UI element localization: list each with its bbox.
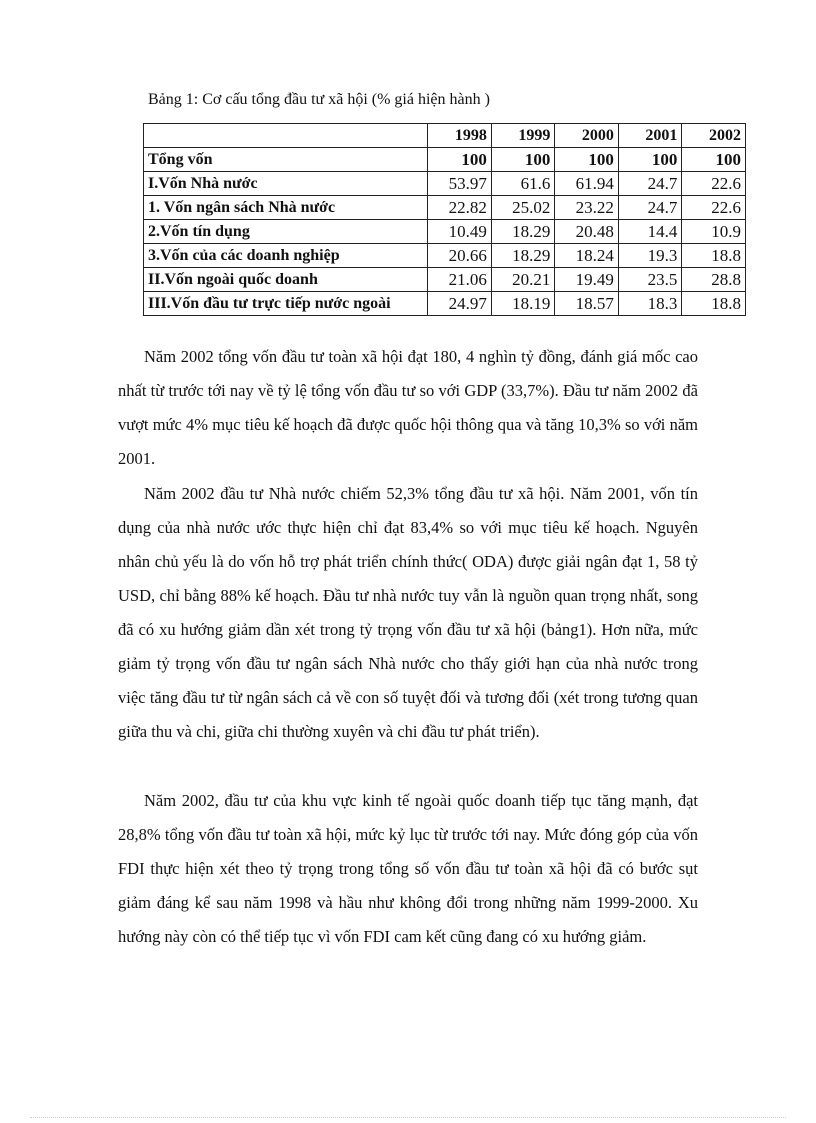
- table-cell: 18.19: [491, 292, 555, 316]
- table-cell: 21.06: [428, 268, 492, 292]
- table-cell: 25.02: [491, 196, 555, 220]
- row-label: III.Vốn đầu tư trực tiếp nước ngoài: [144, 292, 428, 316]
- paragraph: Năm 2002 đầu tư Nhà nước chiếm 52,3% tổng đầu tư xã hội. Năm 2001, vốn tín dụng của nhà nước ước thực hiện chỉ đạt 83,4% so với mục tiêu kế hoạch. Nguyên nhân chủ yếu là do vốn hỗ trợ phát triển chính thức( ODA) được giải ngân đạt 1, 58 tỷ USD, chỉ bằng 88% kế hoạch. Đầu tư nhà nước tuy vẫn là nguồn quan trọng nhất, song đã có xu hướng giảm dần xét trong tỷ trọng vốn đầu tư xã hội (bảng1). Hơn nữa, mức giảm tỷ trọng vốn đầu tư ngân sách Nhà nước cho thấy giới hạn của nhà nước trong việc tăng đầu tư từ ngân sách cả về con số tuyệt đối và tương đối (xét trong tương quan giữa thu và chi, giữa chi thường xuyên và chi đầu tư phát triển).: [118, 484, 698, 741]
- table-cell: 20.48: [555, 220, 619, 244]
- table-cell: 14.4: [618, 220, 682, 244]
- table-cell: 22.6: [682, 196, 746, 220]
- table-cell: 10.49: [428, 220, 492, 244]
- table-cell: 18.29: [491, 220, 555, 244]
- table-cell: 18.3: [618, 292, 682, 316]
- table-cell: 20.21: [491, 268, 555, 292]
- table-cell: 100: [555, 148, 619, 172]
- table-row: [144, 244, 746, 268]
- table-cell: 61.6: [491, 172, 555, 196]
- row-label: 2.Vốn tín dụng: [144, 220, 428, 244]
- table-cell: 18.57: [555, 292, 619, 316]
- paragraph: Năm 2002, đầu tư của khu vực kinh tế ngoài quốc doanh tiếp tục tăng mạnh, đạt 28,8% tổng vốn đầu tư toàn xã hội, mức kỷ lục từ trước tới nay. Mức đóng góp của vốn FDI thực hiện xét theo tỷ trọng trong tổng số vốn đầu tư toàn xã hội đã có bước sụt giảm đáng kể sau năm 1998 và hầu như không đổi trong những năm 1999-2000. Xu hướng này còn có thể tiếp tục vì vốn FDI cam kết cũng đang có xu hướng giảm.: [118, 791, 698, 946]
- table-cell: 18.24: [555, 244, 619, 268]
- table-cell: 23.5: [618, 268, 682, 292]
- table-header-row: [144, 124, 746, 148]
- table-cell: 19.3: [618, 244, 682, 268]
- year-header: 2000: [555, 124, 619, 148]
- row-label: 1. Vốn ngân sách Nhà nước: [144, 196, 428, 220]
- year-header: 1998: [428, 124, 492, 148]
- year-header: 2001: [618, 124, 682, 148]
- paragraph: Năm 2002 tổng vốn đầu tư toàn xã hội đạt 180, 4 nghìn tỷ đồng, đánh giá mốc cao nhất từ trước tới nay về tỷ lệ tổng vốn đầu tư so với GDP (33,7%). Đầu tư năm 2002 đã vượt mức 4% mục tiêu kế hoạch đã được quốc hội thông qua và tăng 10,3% so với năm 2001.: [118, 347, 698, 468]
- investment-structure-table: [143, 123, 746, 316]
- table-cell: 18.8: [682, 244, 746, 268]
- table-cell: 100: [618, 148, 682, 172]
- table-cell: 18.8: [682, 292, 746, 316]
- header-empty-cell: [144, 124, 428, 148]
- table-cell: 100: [428, 148, 492, 172]
- year-header: 2002: [682, 124, 746, 148]
- table-cell: 18.29: [491, 244, 555, 268]
- table-cell: 23.22: [555, 196, 619, 220]
- row-label: 3.Vốn của các doanh nghiệp: [144, 244, 428, 268]
- table-cell: 20.66: [428, 244, 492, 268]
- table-row: [144, 220, 746, 244]
- row-label: Tổng vốn: [144, 148, 428, 172]
- table-cell: 24.97: [428, 292, 492, 316]
- row-label: I.Vốn Nhà nước: [144, 172, 428, 196]
- year-header: 1999: [491, 124, 555, 148]
- table-cell: 24.7: [618, 196, 682, 220]
- row-label: II.Vốn ngoài quốc doanh: [144, 268, 428, 292]
- table-row: [144, 196, 746, 220]
- table-cell: 28.8: [682, 268, 746, 292]
- table-cell: 61.94: [555, 172, 619, 196]
- table-cell: 22.6: [682, 172, 746, 196]
- table-row: [144, 172, 746, 196]
- table-cell: 10.9: [682, 220, 746, 244]
- table-caption: Bảng 1: Cơ cấu tổng đầu tư xã hội (% giá hiện hành ): [148, 91, 490, 108]
- table-cell: 19.49: [555, 268, 619, 292]
- table-cell: 100: [682, 148, 746, 172]
- table-cell: 24.7: [618, 172, 682, 196]
- table-row: [144, 148, 746, 172]
- table-row: [144, 268, 746, 292]
- page-bottom-divider: [30, 1117, 786, 1118]
- table-cell: 22.82: [428, 196, 492, 220]
- table-row: [144, 292, 746, 316]
- table-cell: 53.97: [428, 172, 492, 196]
- table-cell: 100: [491, 148, 555, 172]
